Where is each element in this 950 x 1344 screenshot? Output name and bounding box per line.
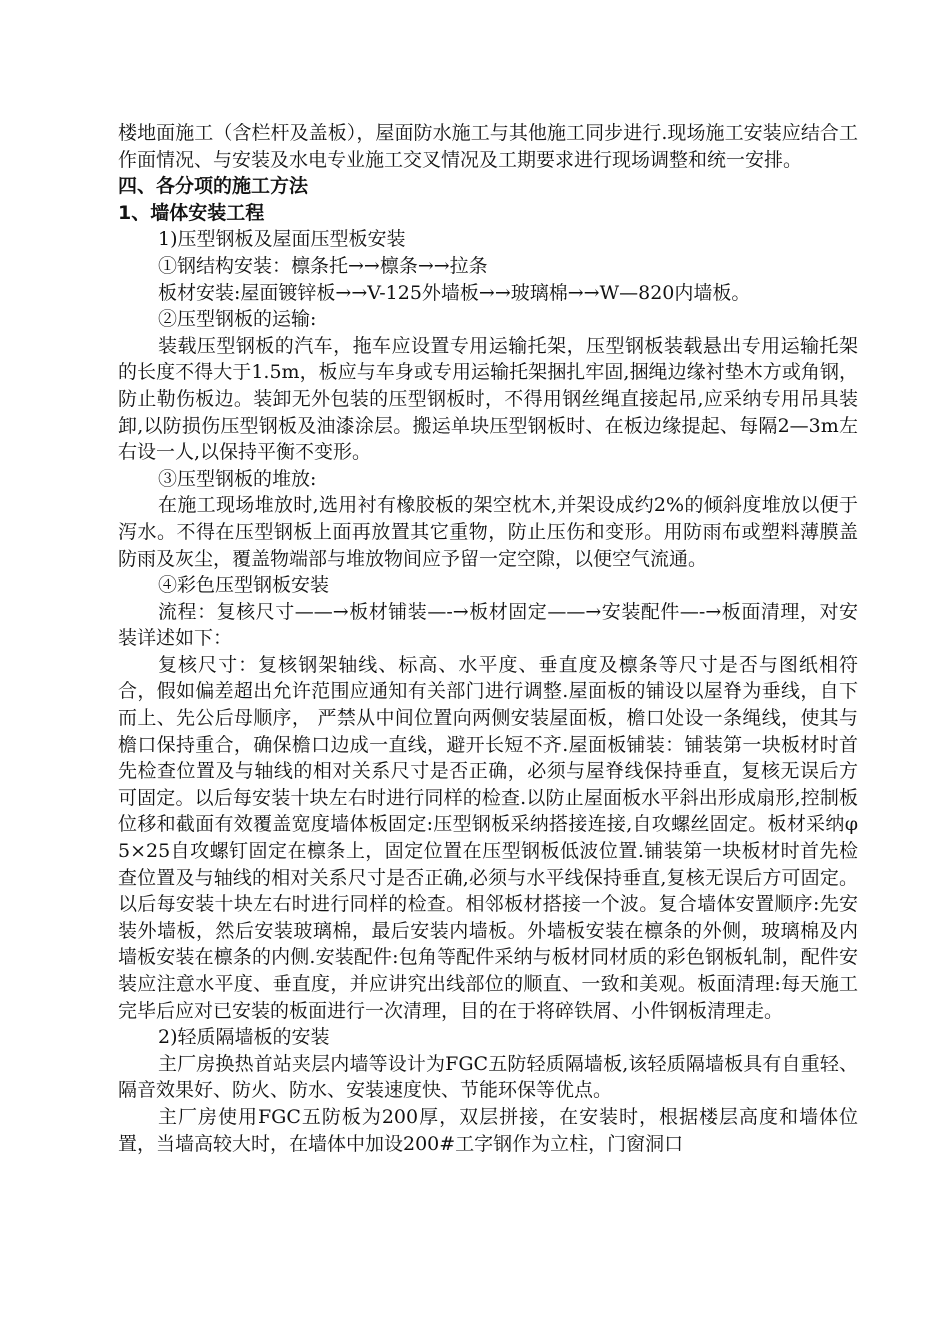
paragraph: 1)压型钢板及屋面压型板安装: [158, 228, 406, 251]
paragraph: 装载压型钢板的汽车，拖车应设置专用运输托架，压型钢板装载悬出专用运输托架的长度不得大于1.5m，板应与车身或专用运输托架捆扎牢固,捆绳边缘衬垫木方或角钢，防止勒伤板边。装卸无外包装的压型钢板时，不得用钢丝绳直接起吊,应采纳专用吊具装卸,以防损伤压型钢板及油漆涂层。搬运单块压型钢板时、在板边缘提起、每隔2—3m左右设一人,以保持平衡不变形。: [118, 334, 858, 464]
paragraph: ①钢结构安装：檩条托→→檩条→→拉条: [158, 254, 488, 277]
paragraph: ②压型钢板的运输:: [158, 308, 317, 331]
paragraph: 在施工现场堆放时,选用衬有橡胶板的架空枕木,并架设成约2%的倾斜度堆放以便于泻水。不得在压型钢板上面再放置其它重物，防止压伤和变形。用防雨布或塑料薄膜盖防雨及灰尘，覆盖物端部与堆放物间应予留一定空隙，以便空气流通。: [118, 494, 858, 570]
document-body: [118, 120, 858, 1157]
paragraph: 主厂房使用FGC五防板为200厚，双层拼接，在安装时，根据楼层高度和墙体位置，当墙高较大时，在墙体中加设200#工字钢作为立柱，门窗洞口: [118, 1105, 858, 1155]
subsection-heading: 1、墙体安装工程: [118, 201, 265, 224]
paragraph: 楼地面施工（含栏杆及盖板），屋面防水施工与其他施工同步进行.现场施工安装应结合工作面情况、与安装及水电专业施工交叉情况及工期要求进行现场调整和统一安排。: [118, 122, 858, 171]
paragraph: 主厂房换热首站夹层内墙等设计为FGC五防轻质隔墙板,该轻质隔墙板具有自重轻、隔音效果好、防火、防水、安装速度快、节能环保等优点。: [118, 1052, 858, 1102]
paragraph: ④彩色压型钢板安装: [158, 574, 330, 597]
paragraph: 2)轻质隔墙板的安装: [158, 1026, 330, 1049]
paragraph: ③压型钢板的堆放:: [158, 467, 317, 490]
section-heading: 四、各分项的施工方法: [118, 175, 309, 198]
paragraph: 流程：复核尺寸——→板材铺装—-→板材固定——→安装配件—-→板面清理，对安装详述如下：: [118, 600, 858, 650]
paragraph: 复核尺寸：复核钢架轴线、标高、水平度、垂直度及檩条等尺寸是否与图纸相符合，假如偏差超出允许范围应通知有关部门进行调整.屋面板的铺设以屋脊为垂线，自下而上、先公后母顺序， 严禁从中间位置向两侧安装屋面板，檐口处设一条绳线，使其与檐口保持重合，确保檐口边成一直线，避开长短不齐.屋面板铺装：铺装第一块板材时首先检查位置及与轴线的相对关系尺寸是否正确，必须与屋脊线保持垂直，复核无误后方可固定。以后每安装十块左右时进行同样的检查.以防止屋面板水平斜出形成扇形,控制板位移和截面有效覆盖宽度墙体板固定:压型钢板采纳搭接连接,自攻螺丝固定。板材采纳φ5×25自攻螺钉固定在檩条上，固定位置在压型钢板低波位置.铺装第一块板材时首先检查位置及与轴线的相对关系尺寸是否正确,必须与水平线保持垂直,复核无误后方可固定。以后每安装十块左右时进行同样的检查。相邻板材搭接一个波。复合墙体安置顺序:先安装外墙板，然后安装玻璃棉，最后安装内墙板。外墙板安装在檩条的外侧，玻璃棉及内墙板安装在檩条的内侧.安装配件:包角等配件采纳与板材同材质的彩色钢板轧制，配件安装应注意水平度、垂直度，并应讲究出线部位的顺直、一致和美观。板面清理:每天施工完毕后应对已安装的板面进行一次清理，目的在于将碎铁屑、小件钢板清理走。: [118, 653, 858, 1022]
paragraph: 板材安装:屋面镀锌板→→V-125外墙板→→玻璃棉→→W—820内墙板。: [158, 281, 751, 304]
